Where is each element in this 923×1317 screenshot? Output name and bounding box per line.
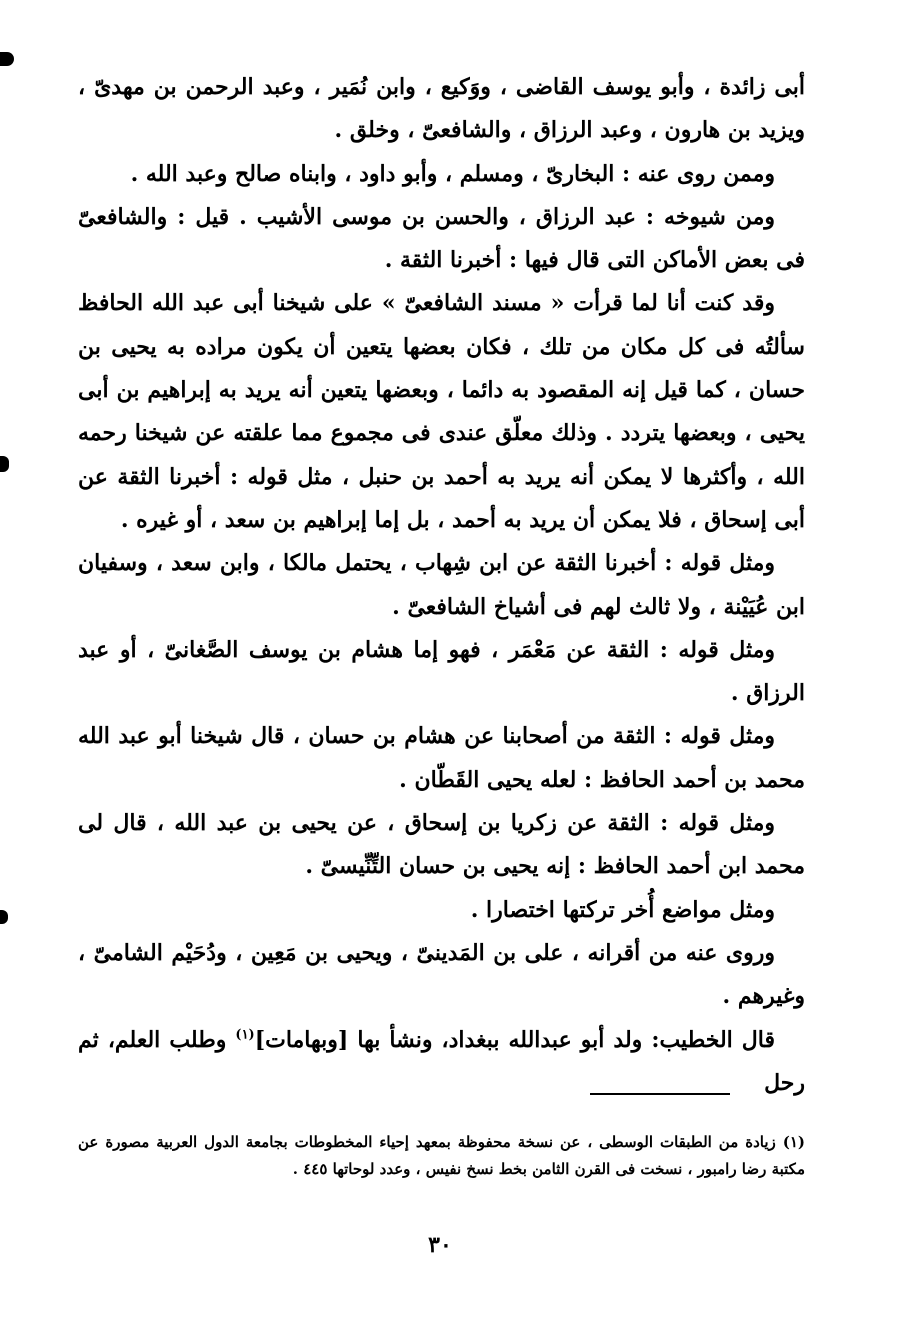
scan-edge-mark — [0, 456, 9, 472]
paragraph: وروى عنه من أقرانه ، على بن المَدينىّ ، ويحيى بن مَعِين ، ودُحَيْم الشامىّ ، وغيرهم . — [78, 939, 805, 1010]
footnote-divider — [590, 1093, 730, 1095]
paragraph: أبى زائدة ، وأبو يوسف القاضى ، ووَكيع ، وابن نُمَير ، وعبد الرحمن بن مهدىّ ، ويزيد بن هارون ، وعبد الرزاق ، والشافعىّ ، وخلق . — [78, 74, 805, 144]
paragraph-text: وطلب العلم، ثم رحل — [78, 1026, 805, 1096]
main-text — [78, 66, 805, 1105]
paragraph: ومثل قوله : الثقة من أصحابنا عن هشام بن حسان ، قال شيخنا أبو عبد الله محمد بن أحمد الحافظ : لعله يحيى القَطّان . — [78, 723, 805, 793]
paragraph: ومن شيوخه : عبد الرزاق ، والحسن بن موسى الأشيب . قيل : والشافعىّ فى بعض الأماكن التى قال فيها : أخبرنا الثقة . — [78, 203, 805, 274]
paragraph: ومثل قوله : أخبرنا الثقة عن ابن شِهاب ، يحتمل مالكا ، وابن سعد ، وسفيان ابن عُيَيْنة ، ولا ثالث لهم فى أشياخ الشافعىّ . — [78, 550, 805, 620]
footnote-text: (١) زيادة من الطبقات الوسطى ، عن نسخة محفوظة بمعهد إحياء المخطوطات بجامعة الدول العربية مصورة عن مكتبة رضا رامبور ، نسخت فى القرن الثامن بخط نسخ نفيس ، وعدد لوحاتها ٤٤٥ . — [78, 1133, 805, 1178]
paragraph-text: قال الخطيب: ولد أبو عبدالله ببغداد، ونشأ بها [وبهامات] — [254, 1026, 776, 1053]
paragraph: ومثل قوله : الثقة عن مَعْمَر ، فهو إما هشام بن يوسف الصَّغانىّ ، أو عبد الرزاق . — [78, 636, 805, 707]
paragraph: ومثل قوله : الثقة عن زكريا بن إسحاق ، عن يحيى بن عبد الله ، قال لى محمد ابن أحمد الحافظ : إنه يحيى بن حسان التِّنِّيسىّ . — [78, 810, 805, 880]
paragraph: وممن روى عنه : البخارىّ ، ومسلم ، وأبو داود ، وابناه صالح وعبد الله . — [130, 160, 775, 187]
paragraph: ومثل مواضع أُخر تركتها اختصارا . — [470, 896, 775, 923]
scan-edge-mark — [0, 52, 14, 66]
footnote-marker[interactable]: (١) — [235, 1027, 255, 1043]
scan-edge-mark — [0, 910, 8, 924]
page-number: ٣٠ — [428, 1232, 452, 1258]
paragraph: وقد كنت أنا لما قرأت « مسند الشافعىّ » على شيخنا أبى عبد الله الحافظ سألتُه فى كل مكان من تلك ، فكان بعضها يتعين أن يكون مراده به يحيى بن حسان ، كما قيل إنه المقصود به دائما ، وبعضها يتعين أنه يريد به إبراهيم بن أبى يحيى ، وبعضها يتردد . وذلك معلّق عندى فى مجموع مما علقته عن شيخنا رحمه الله ، وأكثرها لا يمكن أنه يريد به أحمد بن حنبل ، مثل قوله : أخبرنا الثقة عن أبى إسحاق ، فلا يمكن أن يريد به أحمد ، بل إما إبراهيم بن سعد ، أو غيره . — [78, 290, 805, 533]
footnote — [78, 1129, 805, 1183]
